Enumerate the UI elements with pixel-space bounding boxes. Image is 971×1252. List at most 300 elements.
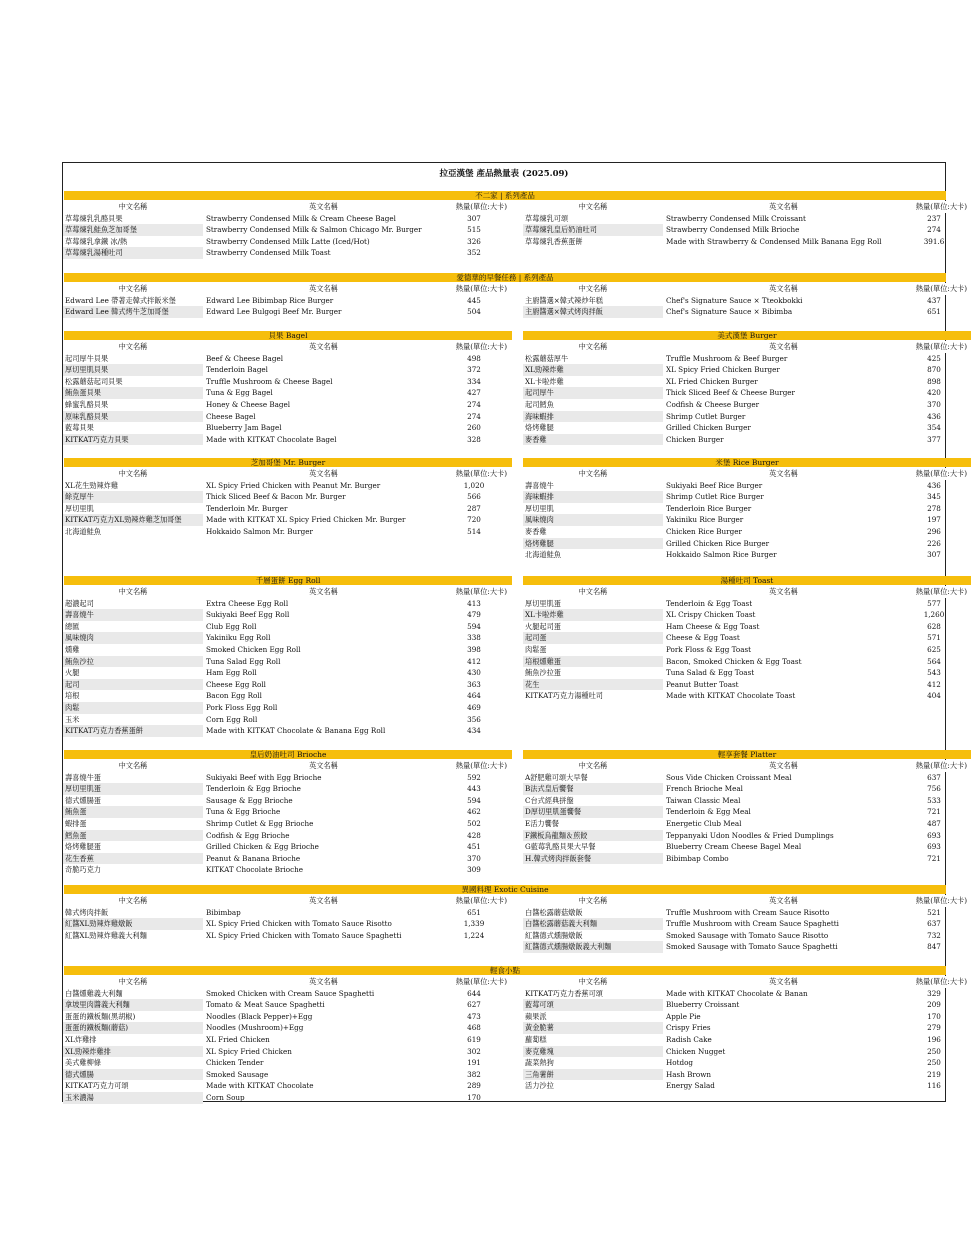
- chinese-name-cell: 蘿蔔糕: [525, 1035, 547, 1044]
- section-title: 皇后奶油吐司 Brioche: [64, 750, 512, 759]
- english-name-cell: Noodles (Black Pepper)+Egg: [206, 1011, 313, 1021]
- table-row: [523, 491, 971, 503]
- english-name-cell: Yakiniku Egg Roll: [206, 633, 271, 643]
- chinese-name-cell: XL卡啦炸雞: [523, 609, 663, 621]
- english-name-cell: Hokkaido Salmon Rice Burger: [666, 550, 777, 560]
- calorie-cell: 651: [927, 307, 941, 317]
- table-row: [63, 864, 511, 876]
- chinese-name-cell: 鮪魚蛋貝果: [63, 387, 203, 399]
- table-row: [523, 853, 971, 865]
- calorie-cell: 309: [467, 865, 481, 875]
- english-name-cell: Truffle Mushroom & Beef Burger: [666, 353, 788, 363]
- table-row: [63, 702, 511, 714]
- calorie-cell: 637: [927, 919, 941, 929]
- table-row: [523, 679, 971, 691]
- chinese-name-cell: KITKAT巧克力湯種吐司: [525, 691, 603, 701]
- english-name-cell: 英文名稱: [769, 202, 798, 211]
- calorie-cell: 436: [927, 480, 941, 490]
- english-name-cell: Apple Pie: [666, 1011, 701, 1021]
- english-name-cell: Hash Brown: [666, 1069, 711, 1079]
- chinese-name-cell: 美式雞柳條: [65, 1058, 101, 1068]
- table-row: [63, 830, 511, 842]
- chinese-name-cell: 韓式烤肉拌飯: [65, 907, 109, 917]
- table-row: [63, 399, 511, 411]
- calorie-cell: 274: [467, 411, 481, 421]
- chinese-name-cell: 蜂蜜乳酪貝果: [65, 400, 109, 409]
- chinese-name-cell: 中文名稱: [523, 468, 663, 480]
- english-name-cell: Tenderloin Mr. Burger: [206, 503, 288, 513]
- calorie-cell: 644: [467, 988, 481, 998]
- calorie-cell: 1,020: [463, 480, 485, 490]
- table-row: [63, 387, 511, 399]
- table-row: [523, 538, 971, 550]
- table-row: [63, 930, 511, 942]
- calorie-cell: 434: [467, 726, 481, 736]
- calorie-cell: 熱量(單位:大卡): [915, 977, 967, 986]
- calorie-cell: 熱量(單位:大卡): [455, 896, 507, 905]
- chinese-name-cell: 松露蘑菇起司貝果: [65, 376, 123, 386]
- english-name-cell: Tuna & Egg Bagel: [206, 388, 273, 398]
- section-title: 湯種吐司 Toast: [523, 576, 971, 585]
- chinese-name-cell: 起司鱈魚: [525, 400, 554, 409]
- chinese-name-cell: 草莓煉乳香蕉蛋餅: [525, 236, 583, 246]
- chinese-name-cell: E活力饗餐: [525, 819, 559, 828]
- table-row: [63, 918, 511, 930]
- calorie-cell: 721: [927, 807, 941, 817]
- english-name-cell: Sukiyaki Beef with Egg Brioche: [206, 772, 322, 782]
- chinese-name-cell: C台式經典拼盤: [525, 795, 574, 805]
- english-name-cell: 英文名稱: [769, 342, 798, 351]
- chinese-name-cell: XL炸雞排: [65, 1035, 97, 1044]
- table-row: [523, 988, 971, 1000]
- english-name-cell: Ham Egg Roll: [206, 668, 257, 678]
- table-row: [63, 783, 511, 795]
- english-name-cell: Club Egg Roll: [206, 621, 257, 631]
- table-row: [63, 411, 511, 423]
- chinese-name-cell: 草莓煉乳乳酪貝果: [65, 213, 123, 223]
- chinese-name-cell: 中文名稱: [523, 201, 663, 213]
- calorie-cell: 370: [927, 400, 941, 409]
- calorie-table-sheet: [62, 162, 967, 1102]
- english-name-cell: Chicken Tender: [206, 1058, 264, 1068]
- table-row: [523, 236, 971, 248]
- english-name-cell: XL Crispy Chicken Toast: [666, 610, 756, 620]
- calorie-cell: 543: [927, 668, 941, 678]
- calorie-cell: 521: [927, 907, 941, 917]
- table-row: [523, 656, 971, 668]
- english-name-cell: Thick Sliced Beef & Cheese Burger: [666, 388, 795, 398]
- table-row: [63, 853, 511, 865]
- column-header-row: [63, 976, 511, 988]
- table-row: [523, 353, 971, 365]
- calorie-cell: 250: [927, 1058, 941, 1068]
- table-row: [63, 667, 511, 679]
- table-row: [63, 376, 511, 388]
- chinese-name-cell: 白醬松露蘑菇燉飯: [525, 907, 583, 917]
- table-row: [523, 1069, 971, 1081]
- column-header-row: [63, 468, 511, 480]
- table-row: [63, 818, 511, 830]
- english-name-cell: Codfish & Cheese Burger: [666, 400, 760, 409]
- calorie-cell: 404: [927, 691, 941, 701]
- calorie-cell: 345: [927, 492, 941, 502]
- calorie-cell: 196: [927, 1035, 941, 1044]
- english-name-cell: Crispy Fries: [666, 1023, 711, 1033]
- calorie-cell: 302: [467, 1046, 481, 1056]
- calorie-cell: 847: [927, 942, 941, 952]
- english-name-cell: XL Spicy Fried Chicken Burger: [666, 365, 780, 375]
- calorie-cell: 443: [467, 784, 481, 794]
- english-name-cell: Bibimbap: [206, 907, 241, 917]
- chinese-name-cell: 花生香蕉: [63, 853, 203, 865]
- table-row: [63, 295, 511, 307]
- table-row: [63, 988, 511, 1000]
- table-row: [523, 514, 971, 526]
- chinese-name-cell: 中文名稱: [523, 895, 663, 907]
- chinese-name-cell: KITKAT巧克力香蕉蛋餅: [63, 725, 203, 737]
- english-name-cell: 英文名稱: [769, 587, 798, 596]
- calorie-cell: 352: [467, 248, 481, 258]
- table-row: [523, 1046, 971, 1058]
- calorie-cell: 514: [467, 527, 481, 536]
- chinese-name-cell: 中文名稱: [63, 586, 203, 598]
- english-name-cell: Sausage & Egg Brioche: [206, 795, 293, 805]
- english-name-cell: Sukiyaki Beef Egg Roll: [206, 610, 290, 620]
- english-name-cell: 英文名稱: [309, 761, 338, 770]
- calorie-cell: 370: [467, 853, 481, 863]
- english-name-cell: 英文名稱: [769, 284, 798, 293]
- table-row: [63, 434, 511, 446]
- calorie-cell: 412: [927, 679, 941, 689]
- chinese-name-cell: 草莓煉乳湯種吐司: [63, 247, 203, 259]
- table-row: [63, 247, 511, 259]
- table-row: [523, 999, 971, 1011]
- calorie-cell: 363: [467, 679, 481, 689]
- chinese-name-cell: 活力沙拉: [525, 1081, 554, 1091]
- calorie-cell: 熱量(單位:大卡): [455, 587, 507, 596]
- english-name-cell: Thick Sliced Beef & Bacon Mr. Burger: [206, 492, 346, 502]
- chinese-name-cell: 花生: [523, 679, 663, 691]
- section-title: 異國料理 Exotic Cuisine: [64, 885, 946, 894]
- chinese-name-cell: 中文名稱: [523, 283, 663, 295]
- column-header-row: [523, 895, 971, 907]
- table-row: [63, 690, 511, 702]
- calorie-cell: 533: [927, 795, 941, 805]
- table-row: [523, 549, 971, 561]
- calorie-cell: 594: [467, 795, 481, 805]
- english-name-cell: XL Spicy Fried Chicken with Tomato Sauce Risotto: [206, 919, 392, 929]
- calorie-cell: 732: [927, 930, 941, 940]
- calorie-cell: 571: [927, 633, 941, 643]
- english-name-cell: Bacon, Smoked Chicken & Egg Toast: [666, 656, 802, 666]
- calorie-cell: 468: [467, 1023, 481, 1033]
- chinese-name-cell: 玉米濃湯: [63, 1092, 203, 1104]
- column-header-row: [63, 895, 511, 907]
- table-row: [523, 690, 971, 702]
- chinese-name-cell: F鐵板烏龍麵＆煎餃: [523, 830, 663, 842]
- calorie-cell: 278: [927, 503, 941, 513]
- chinese-name-cell: 北海道鮭魚: [65, 527, 101, 536]
- calorie-cell: 382: [467, 1069, 481, 1079]
- calorie-cell: 熱量(單位:大卡): [915, 587, 967, 596]
- calorie-cell: 498: [467, 353, 481, 363]
- chinese-name-cell: 德式燻腸蛋: [65, 795, 101, 805]
- table-row: [63, 725, 511, 737]
- table-row: [63, 772, 511, 784]
- chinese-name-cell: 壽喜燒牛: [525, 480, 554, 490]
- chinese-name-cell: 厚切里肌蛋: [63, 783, 203, 795]
- english-name-cell: Sous Vide Chicken Croissant Meal: [666, 772, 792, 782]
- table-row: [63, 1092, 511, 1104]
- english-name-cell: Yakiniku Rice Burger: [666, 515, 744, 525]
- english-name-cell: Made with KITKAT Chocolate: [206, 1081, 314, 1091]
- chinese-name-cell: 中文名稱: [63, 341, 203, 353]
- table-row: [523, 526, 971, 538]
- table-row: [63, 632, 511, 644]
- page-title: 拉亞漢堡 產品熱量表 (2025.09): [439, 169, 569, 179]
- table-row: [523, 1057, 971, 1069]
- english-name-cell: Energetic Club Meal: [666, 819, 742, 828]
- calorie-cell: 354: [927, 423, 941, 433]
- calorie-cell: 1,260: [923, 610, 945, 620]
- calorie-cell: 熱量(單位:大卡): [915, 202, 967, 211]
- chinese-name-cell: 海味蝦排: [523, 491, 663, 503]
- english-name-cell: Pork Floss & Egg Toast: [666, 645, 752, 654]
- section-title: 米堡 Rice Burger: [523, 458, 971, 467]
- calorie-cell: 464: [467, 691, 481, 701]
- table-row: [63, 503, 511, 515]
- english-name-cell: Strawberry Condensed Milk Toast: [206, 248, 331, 258]
- chinese-name-cell: 蘋果派: [525, 1011, 547, 1021]
- calorie-cell: 250: [927, 1046, 941, 1056]
- english-name-cell: French Brioche Meal: [666, 784, 743, 794]
- english-name-cell: Chicken Nugget: [666, 1046, 726, 1056]
- calorie-cell: 693: [927, 842, 941, 852]
- chinese-name-cell: 餘克厚牛: [63, 491, 203, 503]
- chinese-name-cell: 中文名稱: [523, 586, 663, 598]
- column-header-row: [523, 201, 971, 213]
- english-name-cell: Pork Floss Egg Roll: [206, 703, 278, 712]
- table-row: [523, 1080, 971, 1092]
- calorie-cell: 377: [927, 434, 941, 444]
- chinese-name-cell: 主廚醬選×韓式烤肉拌飯: [523, 306, 663, 318]
- english-name-cell: Smoked Chicken Egg Roll: [206, 645, 301, 654]
- calorie-cell: 329: [927, 988, 941, 998]
- calorie-cell: 328: [467, 434, 481, 444]
- calorie-cell: 479: [467, 610, 481, 620]
- english-name-cell: Tenderloin & Egg Meal: [666, 807, 751, 817]
- calorie-cell: 437: [927, 295, 941, 305]
- calorie-cell: 170: [927, 1011, 941, 1021]
- english-name-cell: Tenderloin Rice Burger: [666, 503, 752, 513]
- table-row: [63, 609, 511, 621]
- table-row: [523, 434, 971, 446]
- table-row: [63, 353, 511, 365]
- english-name-cell: Energy Salad: [666, 1081, 715, 1091]
- english-name-cell: Tuna Salad Egg Roll: [206, 656, 281, 666]
- chinese-name-cell: D厚切里肌蛋饗餐: [523, 806, 663, 818]
- calorie-cell: 熱量(單位:大卡): [455, 977, 507, 986]
- table-row: [63, 714, 511, 726]
- english-name-cell: Chicken Rice Burger: [666, 527, 742, 536]
- calorie-cell: 熱量(單位:大卡): [915, 896, 967, 905]
- english-name-cell: Teppanyaki Udon Noodles & Fried Dumplings: [666, 830, 834, 840]
- english-name-cell: 英文名稱: [309, 896, 338, 905]
- chinese-name-cell: H.韓式烤肉拌飯套餐: [523, 853, 663, 865]
- chinese-name-cell: 鮪魚沙拉: [63, 656, 203, 668]
- chinese-name-cell: 三角薯餅: [523, 1069, 663, 1081]
- english-name-cell: Made with KITKAT Chocolate & Banana Egg Roll: [206, 726, 386, 736]
- chinese-name-cell: 起司蛋: [523, 632, 663, 644]
- english-name-cell: Peanut & Banana Brioche: [206, 853, 301, 863]
- chinese-name-cell: 麥克雞塊: [523, 1046, 663, 1058]
- calorie-cell: 564: [927, 656, 941, 666]
- table-row: [63, 1034, 511, 1046]
- column-header-row: [63, 283, 511, 295]
- table-row: [63, 364, 511, 376]
- chinese-name-cell: 總匯: [65, 621, 80, 631]
- table-row: [63, 841, 511, 853]
- english-name-cell: Noodles (Mushroom)+Egg: [206, 1023, 304, 1033]
- chinese-name-cell: 壽喜燒牛: [63, 609, 203, 621]
- english-name-cell: KITKAT Chocolate Brioche: [206, 865, 304, 875]
- table-row: [523, 621, 971, 633]
- english-name-cell: XL Fried Chicken: [206, 1035, 270, 1044]
- english-name-cell: Made with KITKAT XL Spicy Fried Chicken Mr. Burger: [206, 515, 406, 525]
- table-row: [63, 491, 511, 503]
- calorie-cell: 451: [467, 842, 481, 852]
- calorie-cell: 191: [467, 1058, 481, 1068]
- chinese-name-cell: 中文名稱: [63, 283, 203, 295]
- calorie-cell: 226: [927, 538, 941, 548]
- calorie-cell: 412: [467, 656, 481, 666]
- english-name-cell: 英文名稱: [309, 587, 338, 596]
- calorie-cell: 425: [927, 353, 941, 363]
- calorie-cell: 594: [467, 621, 481, 631]
- calorie-cell: 756: [927, 784, 941, 794]
- calorie-cell: 338: [467, 633, 481, 643]
- calorie-cell: 287: [467, 503, 481, 513]
- english-name-cell: Tomato & Meat Sauce Spaghetti: [206, 1000, 325, 1010]
- calorie-cell: 720: [467, 515, 481, 525]
- chinese-name-cell: 海味蝦排: [523, 411, 663, 423]
- table-row: [63, 1011, 511, 1023]
- chinese-name-cell: 藍莓貝果: [65, 423, 94, 433]
- column-header-row: [63, 586, 511, 598]
- calorie-cell: 515: [467, 225, 481, 235]
- chinese-name-cell: 草莓煉乳拿鐵 冰/熱: [65, 236, 128, 246]
- chinese-name-cell: 中文名稱: [523, 760, 663, 772]
- table-row: [63, 656, 511, 668]
- calorie-cell: 469: [467, 703, 481, 712]
- english-name-cell: Corn Soup: [206, 1093, 245, 1102]
- chinese-name-cell: 烙烤雞腿: [523, 538, 663, 550]
- chinese-name-cell: 蝦排蛋: [65, 819, 87, 828]
- chinese-name-cell: 中文名稱: [63, 895, 203, 907]
- table-row: [63, 795, 511, 807]
- calorie-cell: 428: [467, 830, 481, 840]
- chinese-name-cell: 草莓煉乳皇后奶油吐司: [523, 224, 663, 236]
- english-name-cell: Cheese Bagel: [206, 411, 256, 421]
- english-name-cell: Grilled Chicken Burger: [666, 423, 751, 433]
- english-name-cell: Cheese Egg Roll: [206, 679, 266, 689]
- table-row: [523, 644, 971, 656]
- section-title: 美式漢堡 Burger: [523, 331, 971, 340]
- table-row: [523, 930, 971, 942]
- table-row: [523, 399, 971, 411]
- calorie-cell: 487: [927, 819, 941, 828]
- english-name-cell: 英文名稱: [309, 977, 338, 986]
- chinese-name-cell: 拿坡里肉醬義大利麵: [63, 999, 203, 1011]
- column-header-row: [63, 760, 511, 772]
- calorie-cell: 427: [467, 388, 481, 398]
- calorie-cell: 熱量(單位:大卡): [455, 202, 507, 211]
- table-row: [63, 480, 511, 492]
- english-name-cell: Smoked Sausage with Tomato Sauce Spaghetti: [666, 942, 838, 952]
- chinese-name-cell: 厚切里肌: [525, 503, 554, 513]
- chinese-name-cell: 厚切里肌貝果: [63, 364, 203, 376]
- english-name-cell: Smoked Chicken with Cream Sauce Spaghetti: [206, 988, 375, 998]
- calorie-cell: 237: [927, 213, 941, 223]
- chinese-name-cell: 松露蘑菇厚牛: [525, 353, 569, 363]
- english-name-cell: Corn Egg Roll: [206, 714, 258, 724]
- chinese-name-cell: 白醬松露蘑菇義大利麵: [523, 918, 663, 930]
- english-name-cell: Strawberry Condensed Milk Brioche: [666, 225, 800, 235]
- table-row: [63, 644, 511, 656]
- english-name-cell: Tuna & Egg Brioche: [206, 807, 281, 817]
- table-row: [523, 841, 971, 853]
- chinese-name-cell: 火腿起司蛋: [525, 621, 561, 631]
- english-name-cell: XL Spicy Fried Chicken: [206, 1046, 292, 1056]
- calorie-cell: 693: [927, 830, 941, 840]
- table-row: [523, 818, 971, 830]
- chinese-name-cell: 中文名稱: [63, 201, 203, 213]
- chinese-name-cell: 壽喜燒牛蛋: [65, 772, 101, 782]
- chinese-name-cell: 麥香雞: [525, 527, 547, 536]
- column-header-row: [523, 976, 971, 988]
- chinese-name-cell: 奇脆巧克力: [65, 865, 101, 875]
- english-name-cell: Codfish & Egg Brioche: [206, 830, 290, 840]
- english-name-cell: Honey & Cheese Bagel: [206, 400, 291, 409]
- chinese-name-cell: 培根: [65, 691, 80, 701]
- english-name-cell: Shrimp Cutlet Burger: [666, 411, 746, 421]
- calorie-cell: 209: [927, 1000, 941, 1010]
- table-row: [63, 306, 511, 318]
- table-row: [63, 679, 511, 691]
- calorie-cell: 熱量(單位:大卡): [915, 342, 967, 351]
- table-row: [63, 806, 511, 818]
- table-row: [523, 422, 971, 434]
- chinese-name-cell: XL卡啦炸雞: [525, 376, 564, 386]
- calorie-cell: 熱量(單位:大卡): [915, 284, 967, 293]
- calorie-cell: 熱量(單位:大卡): [915, 761, 967, 770]
- english-name-cell: Tuna Salad & Egg Toast: [666, 668, 755, 678]
- calorie-cell: 504: [467, 307, 481, 317]
- english-name-cell: Edward Lee Bulgogi Beef Mr. Burger: [206, 307, 342, 317]
- english-name-cell: Beef & Cheese Bagel: [206, 353, 283, 363]
- table-row: [523, 918, 971, 930]
- calorie-cell: 577: [927, 598, 941, 608]
- chinese-name-cell: A舒肥雞可頌大早餐: [525, 772, 588, 782]
- chinese-name-cell: XL勁辣炸雞排: [63, 1046, 203, 1058]
- calorie-cell: 307: [927, 550, 941, 560]
- english-name-cell: Blueberry Croissant: [666, 1000, 740, 1010]
- english-name-cell: Made with Strawberry & Condensed Milk Banana Egg Roll: [666, 236, 882, 246]
- table-row: [523, 364, 971, 376]
- chinese-name-cell: 原味乳酪貝果: [63, 411, 203, 423]
- calorie-cell: 熱量(單位:大卡): [455, 342, 507, 351]
- table-row: [523, 411, 971, 423]
